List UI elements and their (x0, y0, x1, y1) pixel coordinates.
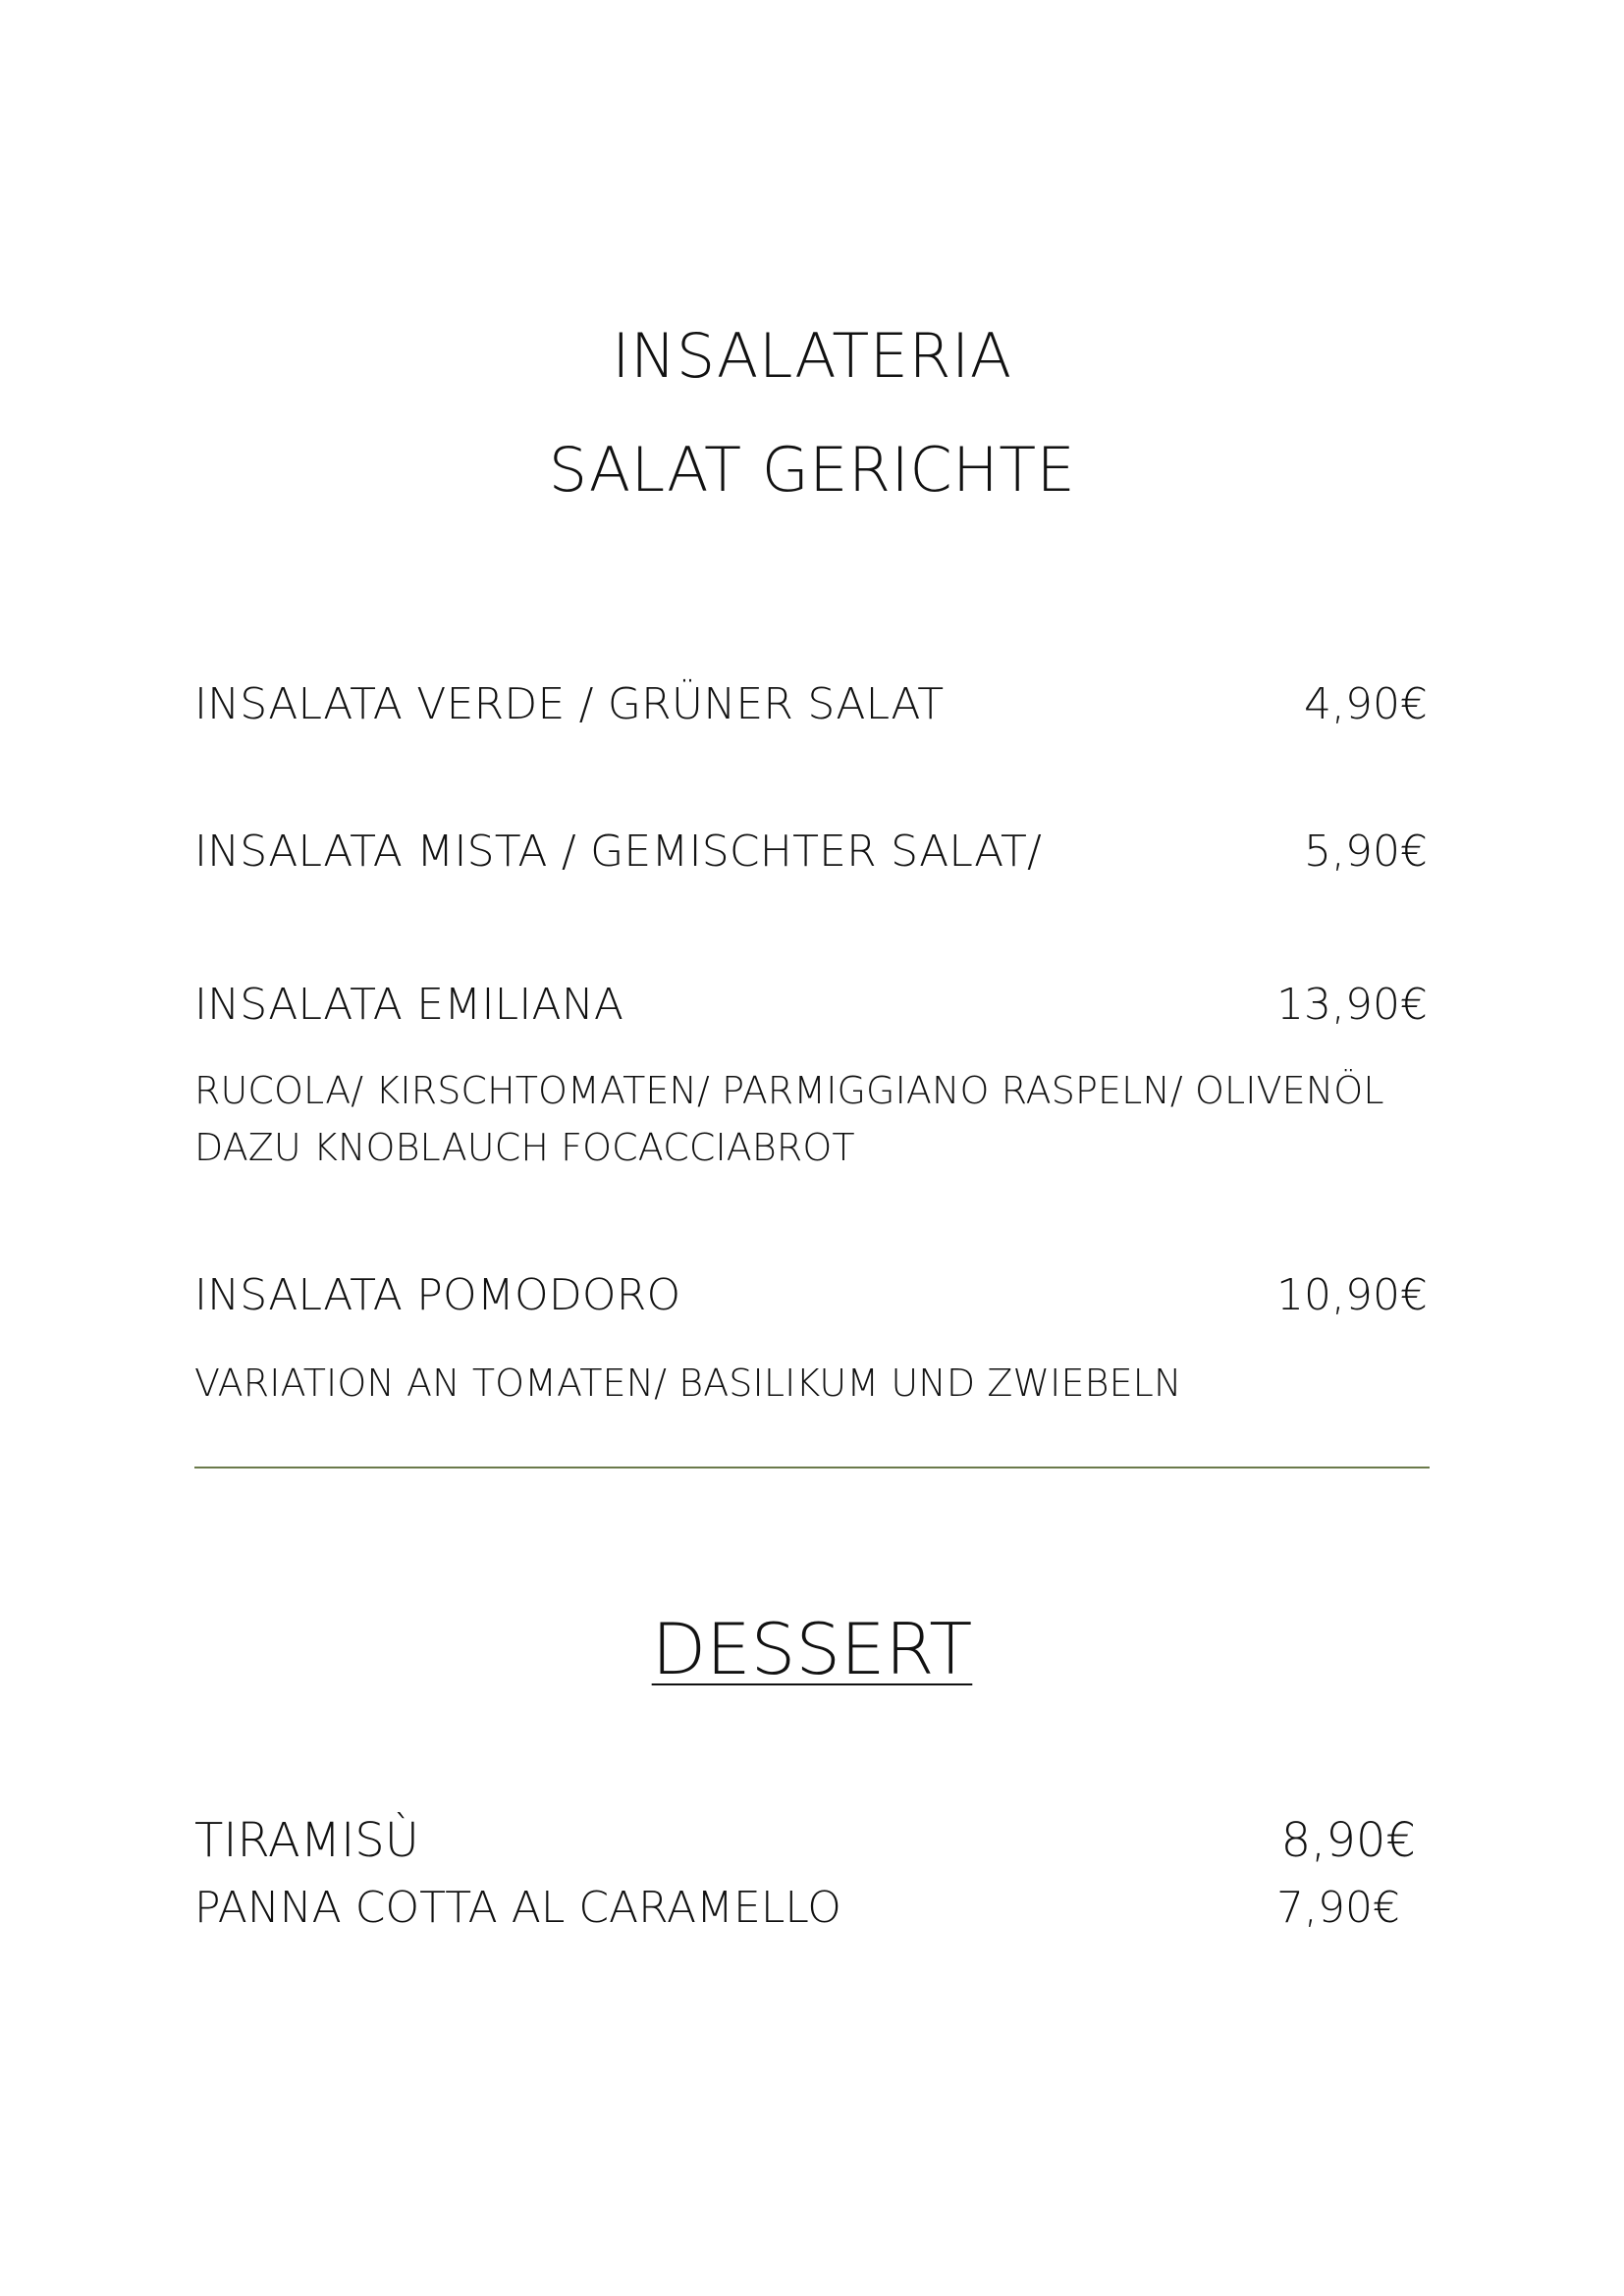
dessert-item-name: PANNA COTTA AL CARAMELLO (194, 1883, 841, 1933)
page-subtitle: SALAT GERICHTE (548, 434, 1076, 506)
page-title: INSALATERIA (612, 320, 1012, 392)
menu-item-description: RUCOLA/ KIRSCHTOMATEN/ PARMIGGIANO RASPELN/ OLIVENÖL (194, 1069, 1384, 1112)
dessert-heading (0, 1608, 1624, 1690)
menu-item-description: DAZU KNOBLAUCH FOCACCIABROT (194, 1126, 855, 1169)
menu-item-price: 4,90€ (1304, 679, 1428, 729)
menu-item-name: INSALATA EMILIANA (194, 980, 624, 1030)
menu-item-price: 13,90€ (1276, 980, 1428, 1030)
menu-item-name: INSALATA POMODORO (194, 1270, 681, 1320)
menu-item-name: INSALATA VERDE / GRÜNER SALAT (194, 679, 945, 729)
menu-item-name: INSALATA MISTA / GEMISCHTER SALAT/ (194, 827, 1043, 877)
dessert-item-price: 7,90€ (1276, 1883, 1400, 1933)
menu-item-description: VARIATION AN TOMATEN/ BASILIKUM UND ZWIEBELN (194, 1362, 1182, 1405)
section-divider (194, 1467, 1430, 1468)
dessert-item-price: 8,90€ (1280, 1813, 1416, 1868)
menu-item-price: 5,90€ (1304, 827, 1428, 877)
menu-item-price: 10,90€ (1276, 1270, 1428, 1320)
dessert-heading-text: DESSERT (651, 1608, 973, 1690)
dessert-item-name: TIRAMISÙ (194, 1813, 419, 1868)
